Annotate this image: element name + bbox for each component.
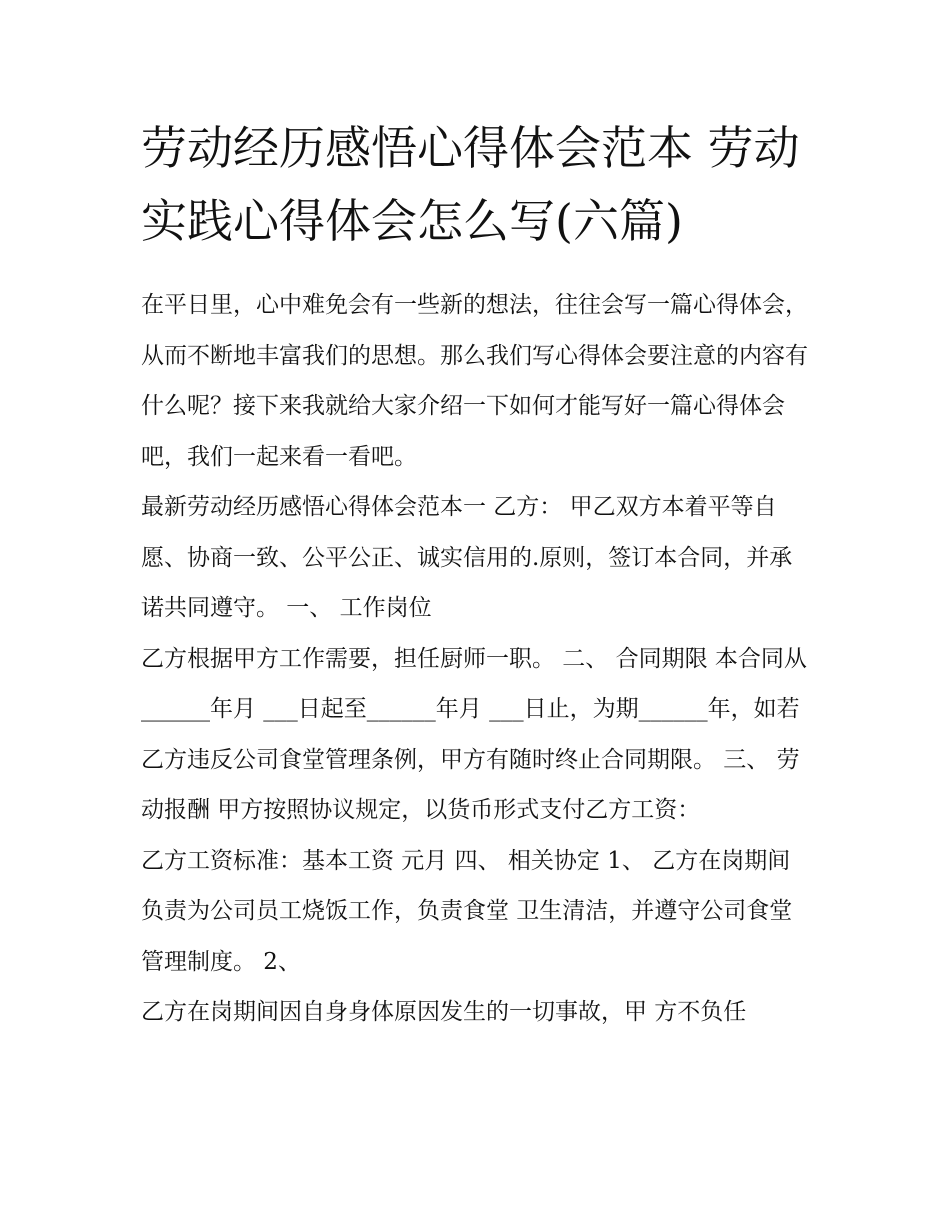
document-body <box>141 112 813 1038</box>
paragraph-contract-term: 乙方根据甲方工作需要，担任厨师一职。 二、 合同期限 本合同从______年月 ___日起至______年月 ___日止，为期______年，如若乙方违反公司食堂管理条例，甲方有随时终止合同期限。 三、 劳动报酬 甲方按照协议规定，以货币形式支付乙方工资： <box>141 645 807 823</box>
document-title: 劳动经历感悟心得体会范本 劳动实践心得体会怎么写(六篇) <box>141 121 800 248</box>
paragraph-wage-standard: 乙方工资标准：基本工资 元月 四、 相关协定 1、 乙方在岗期间负责为公司员工烧饭工作，负责食堂 卫生清洁，并遵守公司食堂管理制度。 2、 <box>141 847 793 975</box>
paragraph-contract-opening: 最新劳动经历感悟心得体会范本一 乙方： 甲乙双方本着平等自愿、协商一致、公平公正、诚实信用的.原则，签订本合同，并承诺共同遵守。 一、 工作岗位 <box>141 494 793 621</box>
paragraph-intro: 在平日里，心中难免会有一些新的想法，往往会写一篇心得体会，从而不断地丰富我们的思想。那么我们写心得体会要注意的内容有什么呢？接下来我就给大家介绍一下如何才能写好一篇心得体会吧，我们一起来看一看吧。 <box>141 292 808 470</box>
paragraph-liability: 乙方在岗期间因自身身体原因发生的一切事故，甲 方不负任 <box>141 999 747 1025</box>
